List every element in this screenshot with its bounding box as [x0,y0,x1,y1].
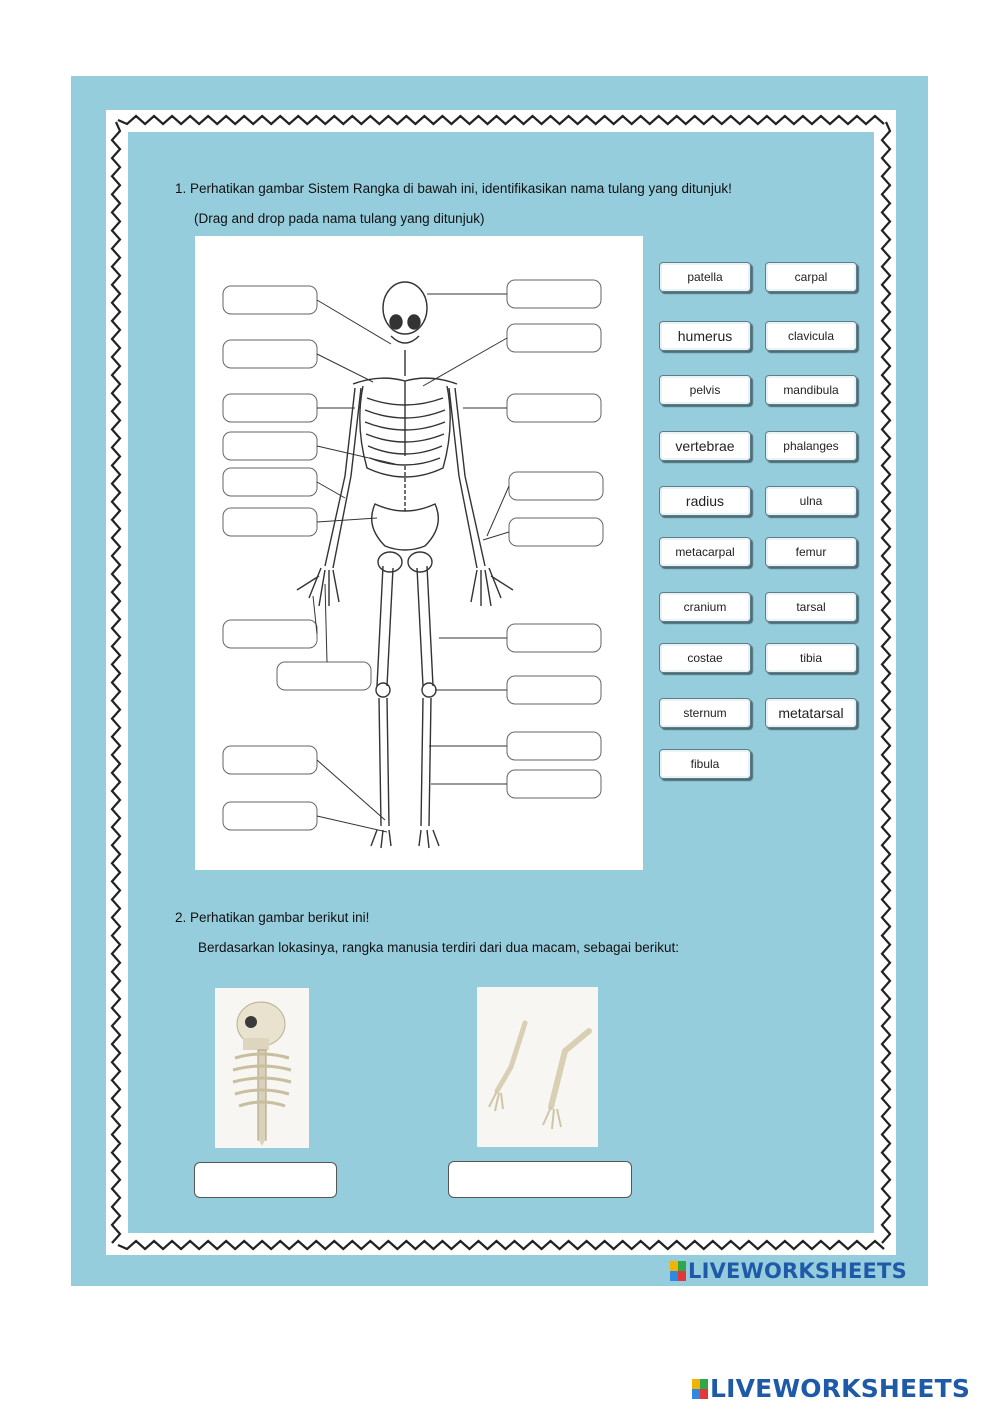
word-chip-phalanges[interactable]: phalanges [765,431,857,461]
word-chip-sternum[interactable]: sternum [659,698,751,728]
word-chip-carpal[interactable]: carpal [765,262,857,292]
word-chip-tarsal[interactable]: tarsal [765,592,857,622]
word-chip-ulna[interactable]: ulna [765,486,857,516]
word-chip-clavicula[interactable]: clavicula [765,321,857,351]
word-chip-femur[interactable]: femur [765,537,857,567]
brand-name: LIVEWORKSHEETS [688,1259,907,1283]
brand-mark-icon [670,1261,686,1281]
word-chip-metacarpal[interactable]: metacarpal [659,537,751,567]
word-chip-pelvis[interactable]: pelvis [659,375,751,405]
word-chip-mandibula[interactable]: mandibula [765,375,857,405]
footer-brand-name: LIVEWORKSHEETS [710,1374,971,1403]
word-chip-cranium[interactable]: cranium [659,592,751,622]
question-2-subtitle: Berdasarkan lokasinya, rangka manusia terdiri dari dua macam, sebagai berikut: [198,940,679,955]
brand-logo [670,1259,907,1283]
appendicular-answer-box[interactable] [448,1161,632,1198]
word-chip-radius[interactable]: radius [659,486,751,516]
word-chip-fibula[interactable]: fibula [659,749,751,779]
word-chip-humerus[interactable]: humerus [659,321,751,351]
skeleton-diagram-icon [195,236,643,870]
word-chip-tibia[interactable]: tibia [765,643,857,673]
question-1-instruction: (Drag and drop pada nama tulang yang ditunjuk) [194,211,485,226]
axial-skeleton-icon [215,988,309,1148]
appendicular-skeleton-icon [477,987,598,1147]
axial-answer-box[interactable] [194,1162,337,1198]
word-chip-patella[interactable]: patella [659,262,751,292]
appendicular-skeleton-image [477,987,598,1147]
axial-skeleton-image [215,988,309,1148]
footer-brand-logo [692,1374,970,1403]
question-1-title: 1. Perhatikan gambar Sistem Rangka di bawah ini, identifikasikan nama tulang yang ditunjuk! [175,181,732,196]
skeleton-diagram [195,236,643,870]
word-chip-vertebrae[interactable]: vertebrae [659,431,751,461]
word-chip-costae[interactable]: costae [659,643,751,673]
word-chip-metatarsal[interactable]: metatarsal [765,698,857,728]
question-2-title: 2. Perhatikan gambar berikut ini! [175,910,370,925]
brand-mark-icon [692,1379,708,1399]
